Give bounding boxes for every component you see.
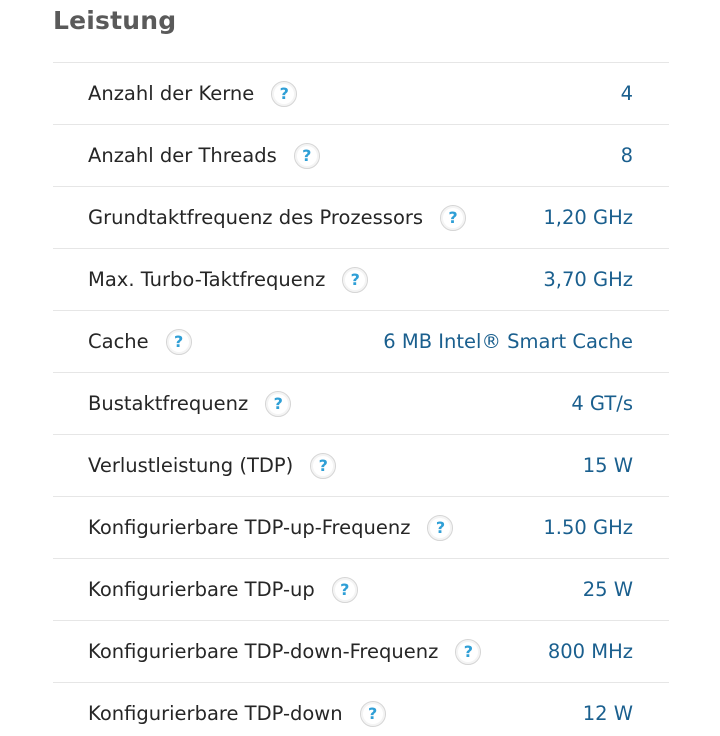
spec-label-wrap [88,701,386,727]
spec-row-threads [53,124,669,186]
help-icon[interactable]: ? [332,577,358,603]
spec-value: 25 W [582,578,633,601]
spec-value: 15 W [582,454,633,477]
spec-label: Anzahl der Threads [88,144,277,167]
spec-label-wrap [88,81,297,107]
spec-label: Cache [88,330,149,353]
spec-value: 3,70 GHz [543,268,633,291]
spec-row-tdp-up [53,558,669,620]
spec-value: 4 GT/s [571,392,633,415]
spec-value: 1,20 GHz [543,206,633,229]
spec-label: Konfigurierbare TDP-down [88,702,343,725]
spec-row-tdp-up-frequency [53,496,669,558]
help-icon[interactable]: ? [310,453,336,479]
spec-label-wrap [88,515,453,541]
spec-label-wrap [88,329,192,355]
spec-row-tdp [53,434,669,496]
spec-label-wrap [88,577,358,603]
spec-label-wrap [88,205,466,231]
spec-row-base-frequency [53,186,669,248]
spec-label: Anzahl der Kerne [88,82,255,105]
spec-value: 1.50 GHz [543,516,633,539]
spec-row-tdp-down-frequency [53,620,669,682]
spec-row-tdp-down [53,682,669,736]
spec-value: 4 [620,82,633,105]
help-icon[interactable]: ? [427,515,453,541]
help-icon[interactable]: ? [265,391,291,417]
spec-value: 800 MHz [547,640,633,663]
help-icon[interactable]: ? [455,639,481,665]
help-icon[interactable]: ? [271,81,297,107]
spec-label: Max. Turbo-Taktfrequenz [88,268,326,291]
help-icon[interactable]: ? [166,329,192,355]
spec-list [53,62,669,736]
spec-row-bus-speed [53,372,669,434]
spec-value: 8 [620,144,633,167]
spec-label-wrap [88,391,291,417]
spec-label-wrap [88,453,336,479]
spec-value: 12 W [582,702,633,725]
spec-label-wrap [88,639,481,665]
spec-label: Konfigurierbare TDP-up [88,578,315,601]
spec-label: Verlustleistung (TDP) [88,454,294,477]
spec-row-cache [53,310,669,372]
help-icon[interactable]: ? [294,143,320,169]
spec-label: Konfigurierbare TDP-up-Frequenz [88,516,411,539]
spec-row-cores [53,62,669,124]
section-title: Leistung [53,6,177,35]
spec-label-wrap [88,143,320,169]
help-icon[interactable]: ? [440,205,466,231]
spec-label: Bustaktfrequenz [88,392,249,415]
spec-label: Grundtaktfrequenz des Prozessors [88,206,424,229]
spec-label-wrap [88,267,368,293]
spec-label: Konfigurierbare TDP-down-Frequenz [88,640,439,663]
spec-value: 6 MB Intel® Smart Cache [383,330,633,353]
spec-row-turbo-frequency [53,248,669,310]
help-icon[interactable]: ? [342,267,368,293]
help-icon[interactable]: ? [360,701,386,727]
